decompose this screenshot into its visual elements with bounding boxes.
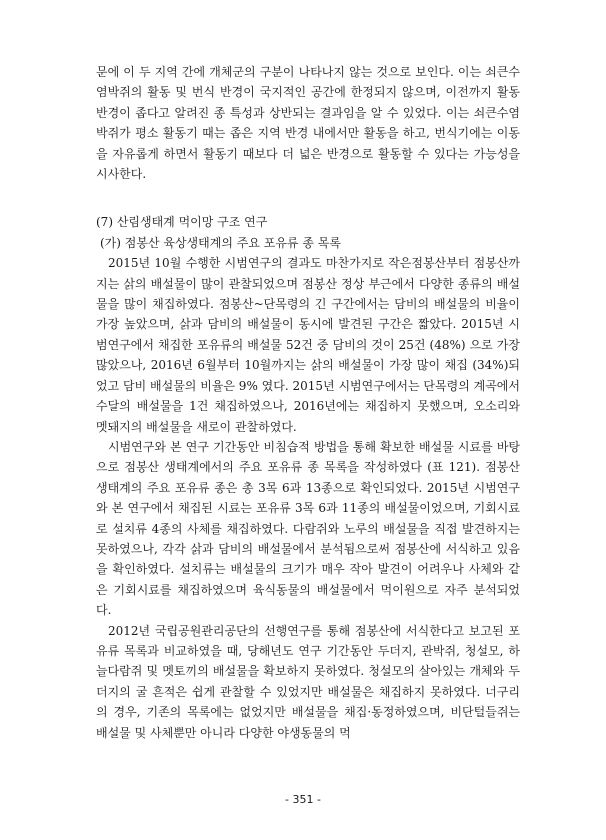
body-paragraph-3: 2012년 국립공원관리공단의 선행연구를 통해 점봉산에 서식한다고 보고된 포유류 목록과 비교하였을 때, 당해년도 연구 기간동안 두더지, 관박쥐, 청설모, 하늘다람쥐 및 멧토끼의 배설물을 확보하지 못하였다. 청설모의 살아있는 개체와 두더지의 굴 흔적은 쉽게 관찰할 수 있었지만 배설물은 채집하지 못하였다. 너구리의 경우, 기존의 목록에는 없었지만 배설물을 채집·동정하였으며, 비단털들쥐는 배설물 및 사체뿐만 아니라 다양한 야생동물의 먹 [96,623,520,740]
page-number: - 351 - [285,793,321,806]
intro-paragraph: 문에 이 두 지역 간에 개체군의 구분이 나타나지 않는 것으로 보인다. 이는 쇠큰수염박쥐의 활동 및 번식 반경이 국지적인 공간에 한정되지 않으며, 이전까지 활동 반경이 좁다고 알려진 종 특성과 상반되는 결과임을 알 수 있었다. 이는 쇠큰수염박쥐가 평소 활동기 때는 좁은 지역 반경 내에서만 활동을 하고, 번식기에는 이동을 자유롭게 하면서 활동기 때보다 더 넓은 반경으로 활동할 수 있다는 가능성을 시사한다. [96,65,520,182]
section-heading: (7) 산림생태계 먹이망 구조 연구 [96,215,268,230]
body-paragraph-1: 2015년 10월 수행한 시범연구의 결과도 마찬가지로 작은점봉산부터 점봉산까지는 삵의 배설물이 많이 관찰되었으며 점봉산 정상 부근에서 다양한 종류의 배설물을 많이 채집하였다. 점봉산~단목령의 긴 구간에서는 담비의 배설물의 비율이 가장 높았으며, 삵과 담비의 배설물이 동시에 발견된 구간은 짧았다. 2015년 시범연구에서 채집한 포유류의 배설물 52건 중 담비의 것이 25건 (48%) 으로 가장 많았으나, 2016년 6월부터 10월까지는 삵의 배설물이 가장 많이 채집 (34%)되었고 담비 배설물의 비율은 9% 였다. 2015년 시범연구에서는 단목령의 계곡에서 수달의 배설물을 1건 채집하였으나, 2016년에는 채집하지 못했으며, 오소리와 멧돼지의 배설물을 새로이 관찰하였다. [96,256,520,434]
subsection-heading: (가) 점봉산 육상생태계의 주요 포유류 종 목록 [100,235,341,250]
body-paragraph-2: 시범연구와 본 연구 기간동안 비침습적 방법을 통해 확보한 배설물 시료를 바탕으로 점봉산 생태계에서의 주요 포유류 종 목록을 작성하였다 (표 121). 점봉산 생태계의 주요 포유류 종은 총 3목 6과 13종으로 확인되었다. 2015년 시범연구와 본 연구에서 채집된 시료는 포유류 3목 6과 11종의 배설물이었으며, 기회시료로 설치류 4종의 사체를 채집하였다. 다람쥐와 노루의 배설물을 직접 발견하지는 못하였으나, 각각 삵과 담비의 배설물에서 분석됨으로써 점봉산에 서식하고 있음을 확인하였다. 설치류는 배설물의 크기가 매우 작아 발견이 어려우나 사체와 같은 기회시료를 채집하였으며 육식동물의 배설물에서 먹이원으로 자주 분석되었다. [96,439,520,618]
section-gap [96,184,520,212]
document-page [96,62,520,743]
